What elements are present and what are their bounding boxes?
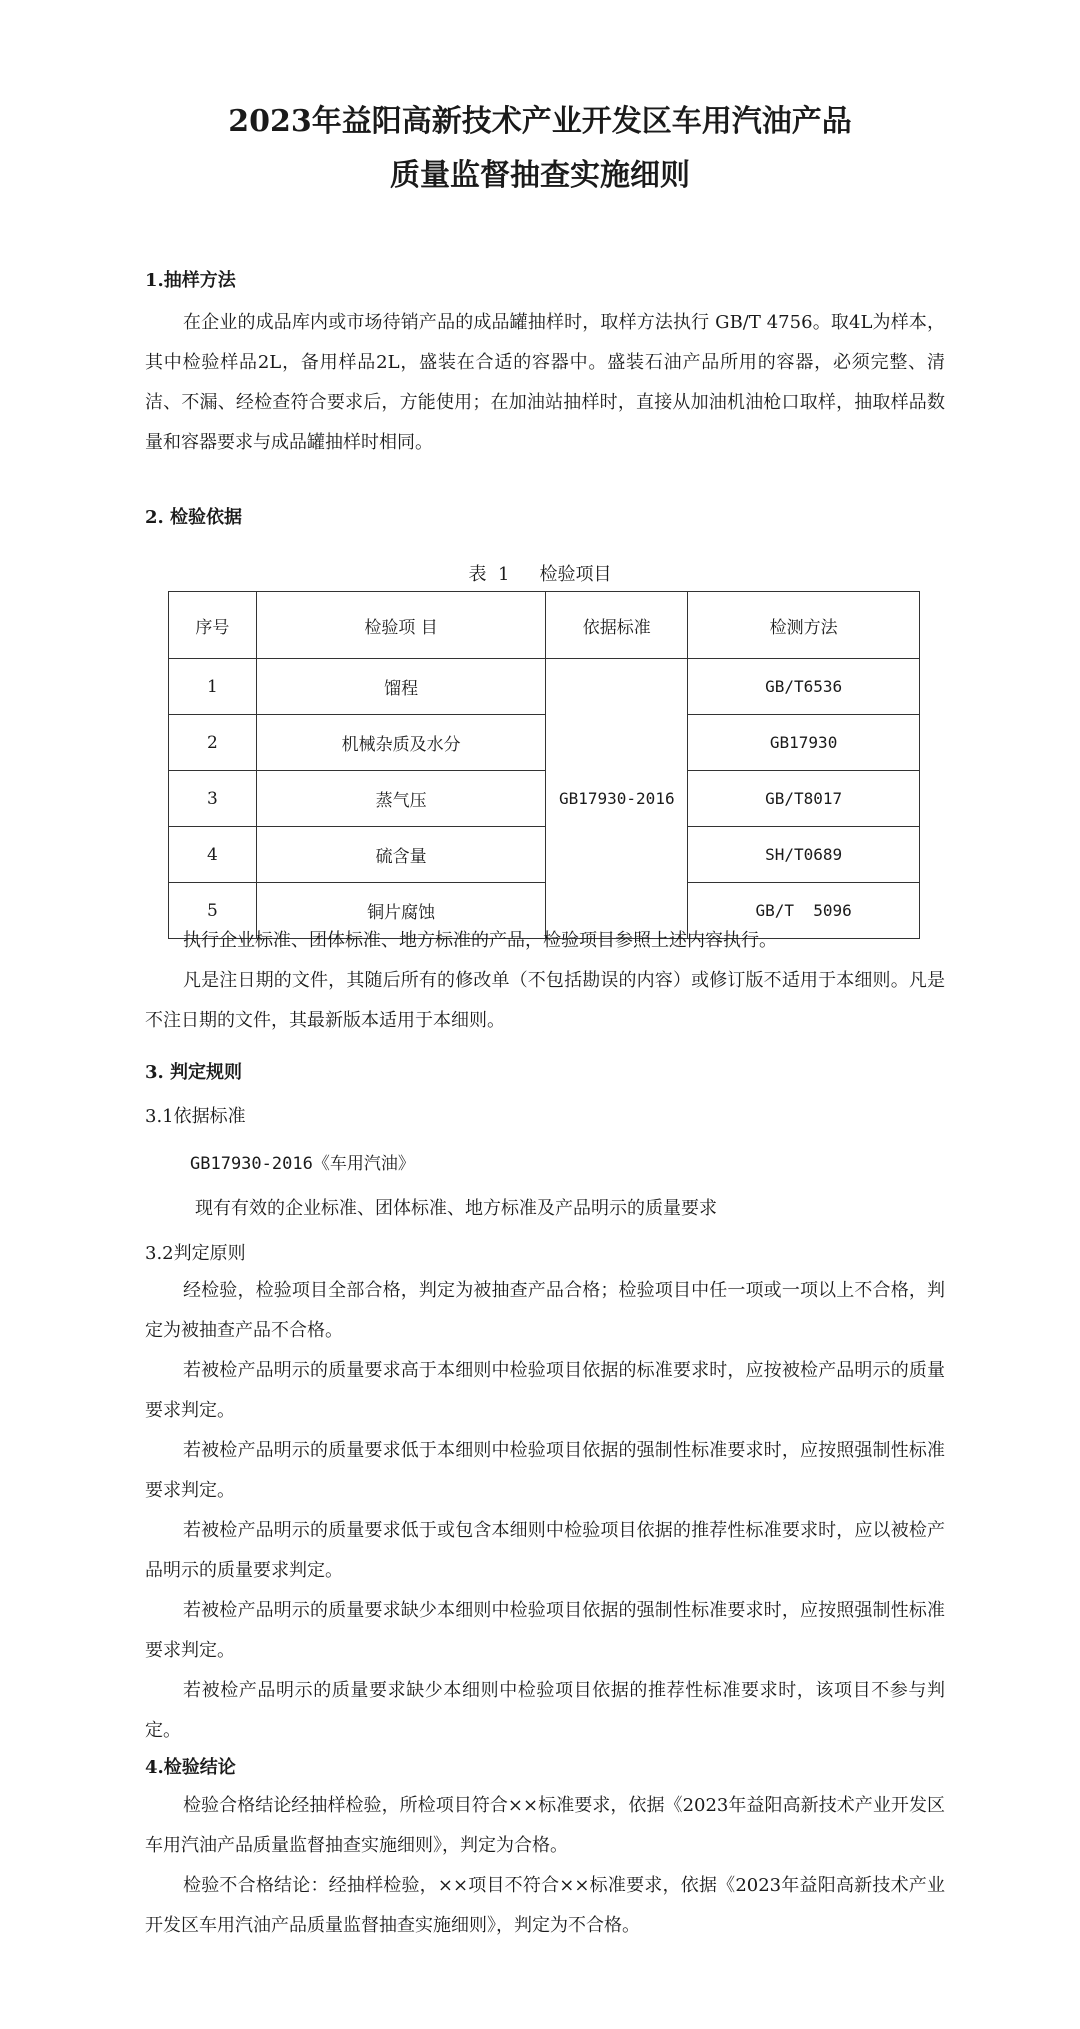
principle-paragraph-3: 若被检产品明示的质量要求低于本细则中检验项目依据的强制性标准要求时，应按照强制性标准要求判定。 [145, 1440, 945, 1501]
table-header-cell: 序号 [169, 592, 257, 659]
row-item: 蒸气压 [256, 771, 545, 827]
table-row [169, 715, 920, 771]
principle-paragraph-1: 经检验，检验项目全部合格，判定为被抽查产品合格；检验项目中任一项或一项以上不合格，判定为被抽查产品不合格。 [145, 1280, 945, 1341]
row-method: GB/T6536 [688, 659, 920, 715]
section3-heading: 3. 判定规则 [145, 1062, 243, 1083]
row-standard: GB17930-2016 [546, 659, 688, 939]
row-method: GB/T 5096 [688, 883, 920, 939]
principle-paragraph-4: 若被检产品明示的质量要求低于或包含本细则中检验项目依据的推荐性标准要求时，应以被检产品明示的质量要求判定。 [145, 1520, 945, 1581]
section1-paragraph: 在企业的成品库内或市场待销产品的成品罐抽样时，取样方法执行 GB/T 4756。取4L为样本，其中检验样品2L，备用样品2L，盛装在合适的容器中。盛装石油产品所用的容器，必须完整、清洁、不漏、经检查符合要求后，方能使用；在加油站抽样时，直接从加油机油枪口取样，抽取样品数量和容器要求与成品罐抽样时相同。 [145, 312, 945, 453]
basis-other-standards: 现有有效的企业标准、团体标准、地方标准及产品明示的质量要求 [195, 1198, 717, 1219]
section2-note2: 凡是注日期的文件，其随后所有的修改单（不包括勘误的内容）或修订版不适用于本细则。凡是不注日期的文件，其最新版本适用于本细则。 [145, 970, 945, 1031]
document-title-line1: 2023年益阳高新技术产业开发区车用汽油产品 [228, 104, 852, 139]
row-number: 1 [169, 659, 257, 715]
basis-standard: GB17930-2016《车用汽油》 [190, 1154, 415, 1174]
row-number: 4 [169, 827, 257, 883]
table-row [169, 659, 920, 715]
conclusion-fail-paragraph: 检验不合格结论：经抽样检验，××项目不符合××标准要求，依据《2023年益阳高新技术产业开发区车用汽油产品质量监督抽查实施细则》，判定为不合格。 [145, 1875, 945, 1936]
table-header-cell: 检测方法 [688, 592, 920, 659]
table-caption [0, 560, 1080, 586]
section1-heading: 1.抽样方法 [145, 270, 236, 291]
section2-heading: 2. 检验依据 [145, 507, 243, 528]
section3-sub1: 3.1依据标准 [145, 1106, 246, 1127]
table-header-cell: 依据标准 [546, 592, 688, 659]
table-row [169, 771, 920, 827]
table-header-row [169, 592, 920, 659]
row-method: GB/T8017 [688, 771, 920, 827]
principle-paragraph-2: 若被检产品明示的质量要求高于本细则中检验项目依据的标准要求时，应按被检产品明示的质量要求判定。 [145, 1360, 945, 1421]
section2-note1: 执行企业标准、团体标准、地方标准的产品，检验项目参照上述内容执行。 [183, 930, 777, 951]
row-number: 3 [169, 771, 257, 827]
principle-paragraph-5: 若被检产品明示的质量要求缺少本细则中检验项目依据的强制性标准要求时，应按照强制性标准要求判定。 [145, 1600, 945, 1661]
document-title-line2: 质量监督抽查实施细则 [390, 158, 690, 193]
section3-sub2: 3.2判定原则 [145, 1243, 246, 1264]
inspection-items-table [168, 591, 920, 939]
row-method: GB17930 [688, 715, 920, 771]
table-header-cell: 检验项 目 [256, 592, 545, 659]
row-item: 硫含量 [256, 827, 545, 883]
row-method: SH/T0689 [688, 827, 920, 883]
row-item: 机械杂质及水分 [256, 715, 545, 771]
conclusion-pass-paragraph: 检验合格结论经抽样检验，所检项目符合××标准要求，依据《2023年益阳高新技术产业开发区车用汽油产品质量监督抽查实施细则》，判定为合格。 [145, 1795, 945, 1856]
table-caption-label: 表 1 [468, 564, 510, 585]
row-item: 馏程 [256, 659, 545, 715]
row-number: 5 [169, 883, 257, 939]
principle-paragraph-6: 若被检产品明示的质量要求缺少本细则中检验项目依据的推荐性标准要求时，该项目不参与判定。 [145, 1680, 945, 1741]
row-item: 铜片腐蚀 [256, 883, 545, 939]
table-row [169, 827, 920, 883]
table-caption-title: 检验项目 [539, 564, 612, 585]
section4-heading: 4.检验结论 [145, 1757, 236, 1778]
row-number: 2 [169, 715, 257, 771]
